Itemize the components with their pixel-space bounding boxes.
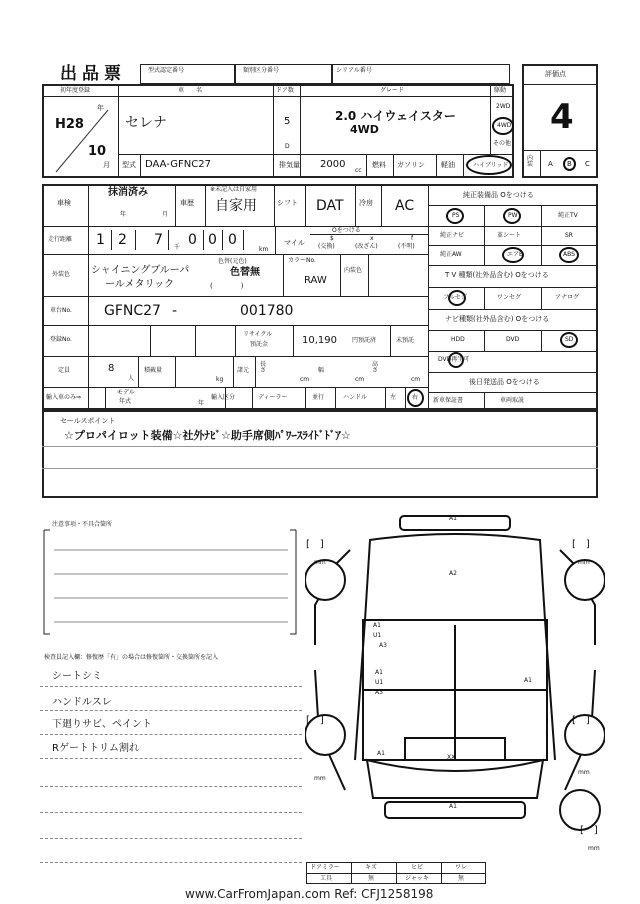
handle-label: ハンドル — [343, 394, 368, 401]
score-label: 評価点 — [545, 70, 566, 78]
damage-front: A1 — [449, 515, 457, 522]
car-name: セレナ — [125, 115, 167, 131]
mileage-digit: 7 — [154, 232, 163, 248]
import-dealer: ディーラー — [258, 394, 288, 401]
length-label: 長さ — [260, 361, 267, 374]
damage-right: A1 — [524, 677, 532, 684]
chassis-dash: - — [172, 303, 178, 319]
dimensions-label: 諸元 — [237, 367, 250, 374]
damage-door-front-3: A3 — [379, 642, 387, 649]
reg-no-label: 登録No. — [50, 336, 72, 343]
import-label: 輸入車のみ⇒ — [46, 394, 82, 401]
odo-replaced-label: (交換) — [318, 243, 335, 250]
class-number-label: 類別区分番号 — [243, 67, 280, 74]
tv-analog: アナログ — [555, 294, 580, 301]
first-reg-year: H28 — [55, 117, 84, 132]
mileage-digit: 0 — [188, 232, 197, 248]
drive-label: 駆動 — [494, 87, 507, 94]
capacity-unit: 人 — [128, 375, 135, 382]
watermark: www.CarFromJapan.com Ref: CFJ1258198 — [185, 887, 434, 901]
drive-4wd-circle — [492, 117, 514, 135]
inspection-label: 車検 — [57, 199, 71, 207]
handle-right: 右 — [412, 394, 419, 401]
mileage-digit: 0 — [228, 232, 237, 248]
navi-sd-circle — [560, 332, 578, 348]
width-label: 幅 — [318, 367, 325, 374]
opt-aw: 純正AW — [440, 251, 462, 258]
navi-dvd-play-circle — [448, 352, 464, 368]
chassis-label: 車台No. — [50, 307, 72, 314]
opt-ps-circle — [446, 208, 464, 224]
doors-label: ドア数 — [276, 87, 294, 94]
mileage-label: 走行距離 — [48, 236, 73, 243]
height-label: 高さ — [372, 361, 379, 374]
damage-door-rear-3: A3 — [375, 689, 383, 696]
car-name-label: 車 名 — [178, 87, 203, 94]
fuel-diesel: 軽油 — [441, 161, 455, 169]
legend-tools: 工具 — [320, 875, 333, 882]
tv-header: T V 種類(社外品含む) Oをつける — [445, 271, 549, 279]
odo-unknown-label: (不明) — [398, 243, 415, 250]
model-year-label-2: 年式 — [119, 398, 132, 405]
interior-grade-c: C — [585, 160, 590, 168]
repaint-value: 色替無 — [230, 267, 260, 278]
thousand-unit: 千 — [174, 244, 181, 251]
month-unit: 月 — [103, 161, 110, 169]
odo-unknown-mark: f — [411, 235, 414, 242]
opt-sr: SR — [565, 232, 573, 239]
navi-sd: SD — [565, 336, 574, 343]
legend-scratch: キズ — [365, 864, 377, 871]
recycle-unpaid: 未預託 — [396, 337, 415, 344]
legend-crack: ヒビ — [411, 864, 424, 871]
color-no-label: カラーNo. — [288, 257, 316, 264]
navi-dvd: DVD — [506, 336, 520, 343]
tv-fullseg: フルセグ — [443, 294, 467, 301]
legend-jack: ジャッキ — [405, 875, 429, 882]
mileage-digit: 2 — [118, 232, 127, 248]
damage-rear: A1 — [449, 803, 457, 810]
navi-hdd: HDD — [451, 336, 465, 343]
interior-grade-circle — [563, 157, 576, 171]
displacement-value: 2000 — [320, 159, 346, 170]
model-year-label: モデル — [117, 389, 135, 396]
grade-4wd: 4WD — [350, 123, 379, 136]
first-reg-month: 10 — [88, 144, 107, 159]
inspection-year-unit: 年 — [120, 211, 127, 218]
load-label: 積載量 — [144, 367, 163, 374]
opt-abs-circle — [559, 247, 579, 263]
score-value: 4 — [550, 97, 574, 137]
aircon-label: 冷房 — [359, 199, 373, 207]
recycle-paid: 円預託済 — [352, 337, 377, 344]
navi-dvd-play: DVD再生可 — [438, 356, 470, 363]
opt-pw-circle — [503, 208, 521, 224]
cert-number-label: 型式認定番号 — [148, 67, 185, 74]
handle-left: 左 — [390, 394, 397, 401]
serial-number-label: シリアル番号 — [336, 67, 372, 74]
sales-point-label: セールスポイント — [60, 417, 116, 425]
cc-unit: cc — [355, 167, 362, 174]
displacement-label: 排気量 — [279, 161, 300, 169]
tread-mm: mm — [588, 845, 600, 852]
color-label: 外装色 — [52, 271, 71, 278]
interior-grade-a: A — [548, 160, 553, 168]
repaint-original: ( ) — [210, 282, 244, 290]
tv-oneseg: ワンセグ — [497, 294, 522, 301]
model-code-label: 型式 — [122, 161, 136, 169]
damage-door-front: A1 — [373, 622, 381, 629]
mark-instruction: Oをつける — [332, 227, 361, 234]
shift-label: シフト — [277, 199, 298, 207]
chassis-serial: 001780 — [240, 303, 294, 319]
mile-label: マイル — [284, 239, 305, 247]
odo-altered-label: (改ざん) — [355, 243, 378, 250]
manual-label: 車両取説 — [500, 397, 525, 404]
inspector-note: 下廻りサビ、ペイント — [52, 719, 152, 730]
doors-value: 5 — [284, 116, 291, 127]
tread-mm: mm — [578, 559, 590, 566]
damage-left: A1 — [377, 750, 385, 757]
drive-2wd: 2WD — [496, 103, 511, 110]
cm-unit: cm — [300, 376, 310, 383]
shift-value: DAT — [316, 198, 344, 214]
tv-fullseg-circle — [448, 290, 466, 306]
history-value: 自家用 — [215, 198, 257, 214]
color-value: シャイニングブルーパ — [91, 265, 190, 276]
model-code: DAA-GFNC27 — [145, 159, 211, 170]
chassis-model: GFNC27 — [104, 303, 161, 319]
interior-grade-b: B — [567, 160, 572, 168]
tread-mm: mm — [578, 769, 590, 776]
opt-abs: ABS — [563, 251, 575, 258]
color-value-2: ールメタリック — [105, 279, 175, 290]
aircon-value: AC — [395, 198, 415, 214]
km-unit: km — [259, 246, 269, 253]
fuel-label: 燃料 — [372, 161, 386, 169]
doors-d: D — [285, 143, 290, 150]
notes-label: 注意事項・不具合箇所 — [52, 521, 113, 528]
opt-airbag: エアB — [507, 251, 524, 258]
later-ship-header: 後日発送品 Oをつける — [469, 378, 540, 386]
tread-mm: mm — [314, 559, 326, 566]
opt-pw: PW — [508, 212, 518, 219]
grade-label: グレード — [380, 87, 405, 94]
navi-header: ナビ種類(社外品含む) Oをつける — [445, 315, 550, 323]
first-reg-label: 初年度登録 — [60, 87, 91, 94]
mileage-digit: 1 — [96, 232, 105, 248]
damage-door-rear: A1 — [375, 669, 383, 676]
inspector-label: 検査員記入欄：修復歴「有」の場合は修復箇所・交換箇所を記入 — [44, 654, 219, 661]
page-title: 出品票 — [60, 64, 126, 84]
sales-point-box — [42, 410, 598, 498]
model-year-unit: 年 — [198, 400, 205, 407]
drive-4wd: 4WD — [497, 122, 512, 129]
opt-ps: PS — [452, 212, 460, 219]
history-label: 車歴 — [180, 199, 194, 207]
opt-airbag-circle — [502, 247, 524, 263]
fuel-gasoline: ガソリン — [397, 161, 425, 169]
opt-leather: 革シート — [497, 232, 522, 239]
interior-label: 内装 — [527, 155, 534, 168]
notes-bracket — [40, 521, 302, 642]
recycle-label: リサイクル — [243, 331, 273, 338]
inspection-month-unit: 月 — [162, 211, 169, 218]
options-header: 純正装備品 Oをつける — [463, 191, 534, 199]
handle-right-circle — [407, 389, 424, 407]
history-note: ※未記入は自家用 — [210, 186, 258, 193]
cm-unit: cm — [411, 376, 421, 383]
fuel-hybrid: ハイブリッド — [473, 162, 509, 169]
sales-point-text: ☆プロパイロット装備☆社外ﾅﾋﾞ☆助手席側ﾊﾟﾜｰｽﾗｲﾄﾞﾄﾞｱ☆ — [64, 429, 351, 442]
warranty-label: 新車保証書 — [433, 397, 464, 404]
capacity-value: 8 — [108, 363, 115, 374]
repaint-label: 色替(元色) — [218, 258, 247, 265]
odo-replaced-mark: $ — [330, 235, 334, 242]
int-color-label: 内装色 — [344, 267, 363, 274]
inspection-value: 抹消済み — [108, 187, 148, 198]
color-no-value: RAW — [304, 275, 327, 286]
damage-door-front-2: U1 — [373, 632, 382, 639]
legend-break: ワレ — [455, 864, 468, 871]
capacity-label: 定員 — [58, 367, 71, 374]
fuel-hybrid-circle — [466, 155, 512, 175]
opt-navi: 純正ナビ — [440, 232, 465, 239]
recycle-label-2: 預託金 — [250, 341, 269, 348]
damage-door-rear-2: U1 — [375, 679, 384, 686]
opt-tv: 純正TV — [558, 212, 578, 219]
year-unit: 年 — [97, 104, 104, 112]
inspector-note: Rゲートトリム割れ — [52, 743, 139, 754]
damage-rear-gate: XX — [447, 754, 456, 761]
mileage-digit: 0 — [208, 232, 217, 248]
legend-tools-value: 無 — [368, 875, 375, 882]
legend-mirror: ドアミラー — [310, 864, 340, 871]
recycle-value: 10,190 — [302, 335, 337, 346]
damage-hood: A2 — [449, 570, 457, 577]
inspector-note: ハンドルスレ — [52, 697, 112, 708]
tread-mm: mm — [314, 775, 326, 782]
import-class-label: 輸入区分 — [211, 394, 236, 401]
drive-other: その他 — [493, 140, 512, 147]
legend-jack-value: 無 — [458, 875, 465, 882]
grade-value: 2.0 ハイウェイスター — [335, 109, 456, 123]
cm-unit: cm — [355, 376, 365, 383]
kg-unit: kg — [216, 376, 224, 383]
inspector-note: シートシミ — [52, 671, 102, 682]
odo-altered-mark: x — [370, 235, 374, 242]
import-parallel: 並行 — [312, 394, 325, 401]
